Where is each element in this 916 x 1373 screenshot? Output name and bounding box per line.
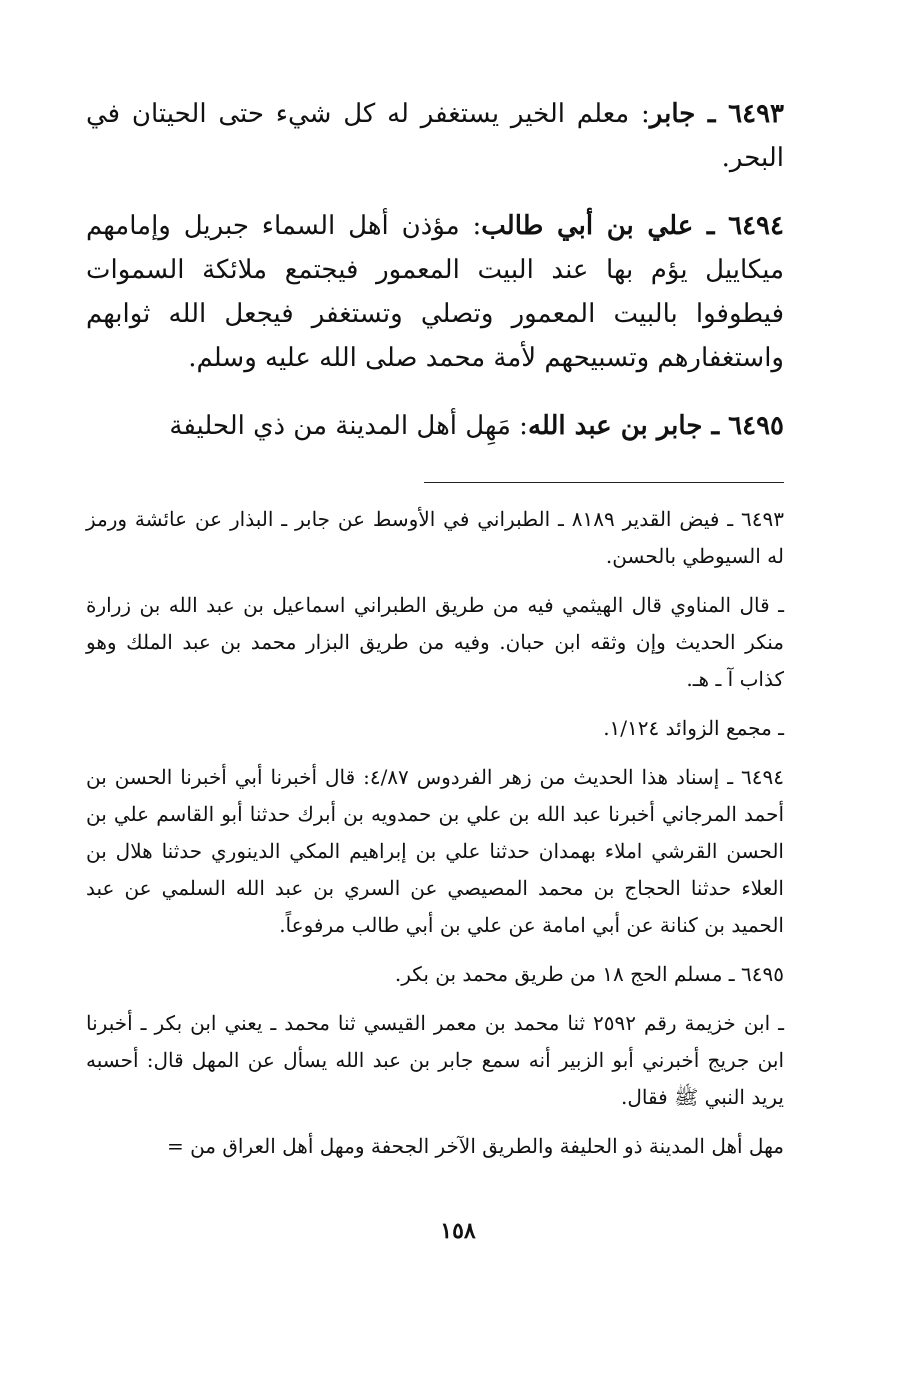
entry-number: ٦٤٩٣: [728, 99, 785, 129]
footnote-separator: [86, 472, 784, 501]
hadith-entry-6493: [86, 92, 784, 180]
footnote-6494: ٦٤٩٤ ـ إسناد هذا الحديث من زهر الفردوس ٤/٨٧: قال أخبرنا أبي أخبرنا الحسن بن أحمد المرجاني أخبرنا عبد الله بن علي بن حمدويه بن أبرك حدثنا أبو القاسم علي بن الحسن القرشي املاء بهمدان حدثنا علي بن إبراهيم المكي الدينوري حدثنا هلال بن العلاء حدثنا الحجاج بن محمد المصيصي عن السري بن عبد الله السلمي عن عبد الحميد بن كنانة عن أبي امامة عن علي بن أبي طالب مرفوعاً.: [86, 765, 784, 937]
entry-narrator: جابر بن عبد الله: [527, 411, 703, 441]
entry-number: ٦٤٩٤: [728, 211, 784, 241]
entry-narrator: جابر: [649, 99, 696, 129]
separator: ـ: [693, 211, 729, 241]
footnote-6493-c: ـ مجمع الزوائد ١/١٢٤.: [603, 716, 784, 740]
footnote-6495-c: مهل أهل المدينة ذو الحليفة والطريق الآخر الجحفة ومهل أهل العراق من =: [166, 1134, 784, 1158]
entry-text: مؤذن أهل السماء جبريل وإمامهم ميكاييل يؤم بها عند البيت المعمور فيجتمع ملائكة السموات فيطوفوا بالبيت المعمور وتصلي وتستغفر فيجعل الله ثوابهم واستغفارهم وتسبيحهم لأمة محمد صلى الله عليه وسلم.: [86, 211, 784, 373]
entry-text: مَهِل أهل المدينة من ذي الحليفة: [169, 411, 511, 441]
footnote-6493-b: ـ قال المناوي قال الهيثمي فيه من طريق الطبراني اسماعيل بن عبد الله بن زرارة منكر الحديث وإن وثقه ابن حبان. وفيه من طريق البزار محمد بن عبد الملك وهو كذاب آ ـ هـ.: [86, 593, 784, 691]
separator: ـ: [702, 411, 729, 441]
page-content: [86, 92, 784, 1373]
footnote-6495-b: ـ ابن خزيمة رقم ٢٥٩٢ ثنا محمد بن معمر القيسي ثنا محمد ـ يعني ابن بكر ـ أخبرنا ابن جريج أخبرني أبو الزبير أنه سمع جابر بن عبد الله يسأل عن المهل قال: أحسبه يريد النبي ﷺ فقال.: [86, 1011, 785, 1109]
colon: :: [459, 211, 482, 241]
colon: :: [629, 99, 650, 129]
page-number: ١٥٨: [440, 1218, 476, 1244]
entry-narrator: علي بن أبي طالب: [481, 211, 694, 241]
footnote-6495-a: ٦٤٩٥ ـ مسلم الحج ١٨ من طريق محمد بن بكر.: [394, 962, 784, 986]
entry-text: معلم الخير يستغفر له كل شيء حتى الحيتان في البحر.: [86, 99, 784, 173]
hadith-entry-6495: [86, 404, 784, 448]
separator: ـ: [695, 99, 729, 129]
hadith-entry-6494: [86, 204, 784, 380]
colon: :: [510, 411, 528, 441]
footnote-6493-a: ٦٤٩٣ ـ فيض القدير ٨١٨٩ ـ الطبراني في الأوسط عن جابر ـ البذار عن عائشة ورمز له السيوطي بالحسن.: [86, 507, 784, 568]
footnote-rule: [424, 482, 784, 483]
entry-number: ٦٤٩٥: [728, 411, 784, 441]
